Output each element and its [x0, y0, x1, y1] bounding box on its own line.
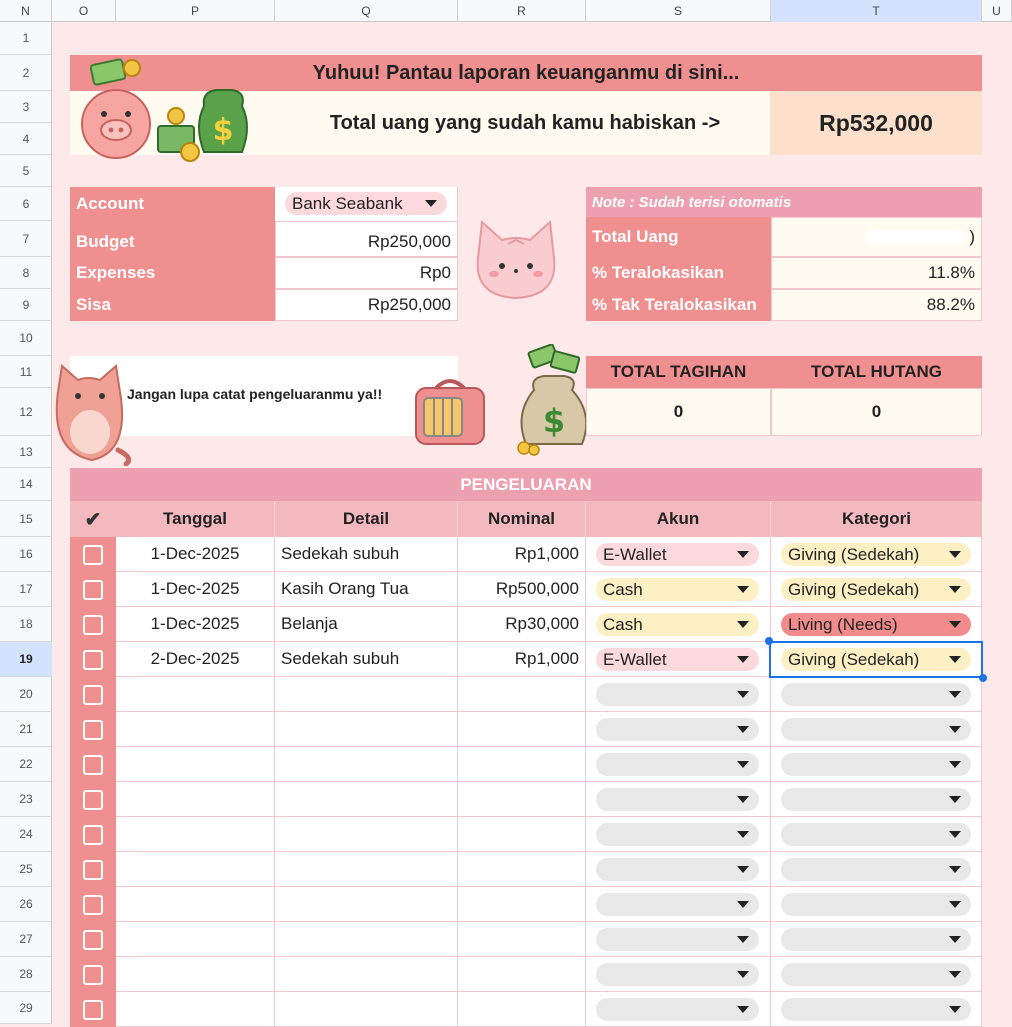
akun-dropdown-value: Cash: [603, 614, 643, 634]
total-tagihan-label: TOTAL TAGIHAN: [586, 356, 771, 388]
akun-dropdown[interactable]: [596, 718, 759, 741]
row-header-20[interactable]: 20: [0, 677, 52, 712]
row-header-17[interactable]: 17: [0, 572, 52, 607]
row-header-4[interactable]: 4: [0, 123, 52, 155]
detail-cell[interactable]: [275, 957, 458, 992]
column-header-n[interactable]: N: [0, 0, 52, 22]
tanggal-cell[interactable]: 1-Dec-2025: [116, 607, 275, 642]
kategori-dropdown[interactable]: [781, 858, 971, 881]
chevron-down-icon: [737, 691, 749, 698]
row-checkbox[interactable]: [83, 685, 103, 705]
kategori-dropdown[interactable]: [781, 928, 971, 951]
detail-cell[interactable]: Kasih Orang Tua: [275, 572, 458, 607]
row-checkbox[interactable]: [83, 1000, 103, 1020]
row-checkbox[interactable]: [83, 545, 103, 565]
fat-cat-illustration: [48, 362, 132, 466]
row-header-26[interactable]: 26: [0, 887, 52, 922]
row-checkbox[interactable]: [83, 615, 103, 635]
row-checkbox[interactable]: [83, 825, 103, 845]
tanggal-header: Tanggal: [116, 501, 275, 537]
row-header-19[interactable]: 19: [0, 642, 52, 677]
teralokasi-value: 11.8%: [771, 257, 982, 289]
nominal-cell[interactable]: Rp1,000: [458, 537, 586, 572]
tanggal-cell[interactable]: [116, 677, 275, 712]
reminder-text: Jangan lupa catat pengeluaranmu ya!!: [127, 386, 383, 402]
tanggal-cell[interactable]: [116, 712, 275, 747]
akun-dropdown[interactable]: [596, 753, 759, 776]
nominal-cell[interactable]: [458, 712, 586, 747]
check-column-header: ✔: [70, 501, 116, 537]
checkbox-cell: [70, 957, 116, 992]
nominal-header: Nominal: [458, 501, 586, 537]
teralokasi-label: % Teralokasikan: [586, 257, 771, 289]
row-header-6[interactable]: 6: [0, 187, 52, 221]
detail-cell[interactable]: [275, 922, 458, 957]
detail-cell[interactable]: [275, 712, 458, 747]
nominal-cell[interactable]: Rp30,000: [458, 607, 586, 642]
kategori-dropdown[interactable]: [781, 683, 971, 706]
row-header-22[interactable]: 22: [0, 747, 52, 782]
kategori-dropdown[interactable]: [781, 788, 971, 811]
row-header-9[interactable]: 9: [0, 289, 52, 321]
row-checkbox[interactable]: [83, 755, 103, 775]
column-header-s[interactable]: S: [586, 0, 771, 22]
chevron-down-icon: [737, 1006, 749, 1013]
detail-cell[interactable]: [275, 992, 458, 1027]
row-header-25[interactable]: 25: [0, 852, 52, 887]
chevron-down-icon: [737, 971, 749, 978]
svg-text:$: $: [542, 402, 566, 440]
chevron-down-icon: [949, 1006, 961, 1013]
sisa-value[interactable]: Rp250,000: [275, 289, 458, 321]
checkbox-cell: [70, 642, 116, 677]
chevron-down-icon: [737, 901, 749, 908]
detail-cell[interactable]: [275, 782, 458, 817]
detail-cell[interactable]: [275, 747, 458, 782]
svg-text:$: $: [212, 113, 234, 148]
kategori-dropdown-value: Giving (Sedekah): [788, 544, 920, 564]
checkbox-cell: [70, 537, 116, 572]
nominal-cell[interactable]: [458, 782, 586, 817]
total-uang-label: Total Uang: [586, 217, 771, 257]
total-uang-value: [771, 217, 982, 257]
column-header-u[interactable]: U: [982, 0, 1012, 22]
chevron-down-icon: [949, 971, 961, 978]
money-bag-illustration: [512, 344, 594, 456]
redaction-blur: [865, 230, 965, 244]
row-header-21[interactable]: 21: [0, 712, 52, 747]
tanggal-cell[interactable]: [116, 887, 275, 922]
akun-dropdown[interactable]: [596, 613, 759, 636]
note-text: Note : Sudah terisi otomatis: [586, 187, 982, 217]
row-checkbox[interactable]: [83, 930, 103, 950]
detail-cell[interactable]: [275, 817, 458, 852]
row-header-5[interactable]: 5: [0, 155, 52, 187]
row-header-2[interactable]: 2: [0, 55, 52, 91]
row-checkbox[interactable]: [83, 790, 103, 810]
row-header-3[interactable]: 3: [0, 91, 52, 123]
chevron-down-icon: [949, 586, 961, 593]
tanggal-cell[interactable]: [116, 922, 275, 957]
banner-title: Yuhuu! Pantau laporan keuanganmu di sini...: [70, 55, 982, 91]
chevron-down-icon: [737, 761, 749, 768]
nominal-cell[interactable]: [458, 677, 586, 712]
checkbox-cell: [70, 817, 116, 852]
chevron-down-icon: [949, 726, 961, 733]
checkbox-cell: [70, 852, 116, 887]
tanggal-cell[interactable]: [116, 957, 275, 992]
akun-dropdown-value: E-Wallet: [603, 544, 667, 564]
akun-dropdown[interactable]: [596, 648, 759, 671]
column-header-o[interactable]: O: [52, 0, 116, 22]
total-spent-value: Rp532,000: [770, 91, 982, 155]
checkbox-cell: [70, 887, 116, 922]
kategori-dropdown[interactable]: [781, 963, 971, 986]
cat-carrier-illustration: [412, 372, 488, 448]
selected-cell-outline: [769, 641, 983, 678]
akun-dropdown[interactable]: [596, 893, 759, 916]
row-header-12[interactable]: 12: [0, 388, 52, 436]
row-header-1[interactable]: 1: [0, 22, 52, 55]
row-header-13[interactable]: 13: [0, 436, 52, 468]
checkbox-cell: [70, 782, 116, 817]
nominal-cell[interactable]: [458, 957, 586, 992]
row-checkbox[interactable]: [83, 895, 103, 915]
chevron-down-icon: [737, 796, 749, 803]
nominal-cell[interactable]: Rp500,000: [458, 572, 586, 607]
detail-cell[interactable]: Sedekah subuh: [275, 537, 458, 572]
akun-dropdown[interactable]: [596, 858, 759, 881]
row-header-29[interactable]: 29: [0, 992, 52, 1024]
kategori-dropdown[interactable]: [781, 718, 971, 741]
tak-teralokasi-value: 88.2%: [771, 289, 982, 321]
checkbox-cell: [70, 922, 116, 957]
tanggal-cell[interactable]: [116, 747, 275, 782]
chevron-down-icon: [737, 726, 749, 733]
tanggal-cell[interactable]: [116, 992, 275, 1027]
chevron-down-icon: [737, 866, 749, 873]
detail-header: Detail: [275, 501, 458, 537]
chevron-down-icon: [737, 586, 749, 593]
kategori-dropdown[interactable]: [781, 613, 971, 636]
pengeluaran-title: PENGELUARAN: [70, 468, 982, 501]
akun-dropdown[interactable]: [596, 963, 759, 986]
row-checkbox[interactable]: [83, 650, 103, 670]
column-header-p[interactable]: P: [116, 0, 275, 22]
detail-cell[interactable]: [275, 677, 458, 712]
tanggal-cell[interactable]: [116, 817, 275, 852]
akun-dropdown[interactable]: [596, 823, 759, 846]
row-header-15[interactable]: 15: [0, 501, 52, 537]
chevron-down-icon: [737, 621, 749, 628]
chevron-down-icon: [949, 621, 961, 628]
row-header-10[interactable]: 10: [0, 321, 52, 356]
chevron-down-icon: [737, 656, 749, 663]
expenses-label: Expenses: [70, 257, 275, 289]
account-label: Account: [70, 187, 275, 221]
chevron-down-icon: [949, 691, 961, 698]
akun-dropdown[interactable]: [596, 543, 759, 566]
expenses-value[interactable]: Rp0: [275, 257, 458, 289]
nominal-cell[interactable]: Rp1,000: [458, 642, 586, 677]
tanggal-cell[interactable]: 1-Dec-2025: [116, 537, 275, 572]
row-header-23[interactable]: 23: [0, 782, 52, 817]
akun-dropdown[interactable]: [596, 578, 759, 601]
kategori-dropdown-value: Giving (Sedekah): [788, 579, 920, 599]
chevron-down-icon: [737, 551, 749, 558]
chevron-down-icon: [425, 200, 437, 207]
cat-head-illustration: [468, 218, 564, 302]
row-checkbox[interactable]: [83, 860, 103, 880]
row-header-7[interactable]: 7: [0, 221, 52, 257]
chevron-down-icon: [949, 901, 961, 908]
chevron-down-icon: [737, 936, 749, 943]
total-spent-label: Total uang yang sudah kamu habiskan ->: [329, 111, 721, 134]
checkbox-cell: [70, 992, 116, 1027]
selection-handle-top[interactable]: [765, 637, 773, 645]
chevron-down-icon: [949, 866, 961, 873]
checkbox-cell: [70, 747, 116, 782]
akun-dropdown[interactable]: [596, 683, 759, 706]
checkbox-cell: [70, 572, 116, 607]
piggy-bank-illustration: [76, 56, 256, 168]
nominal-cell[interactable]: [458, 887, 586, 922]
nominal-cell[interactable]: [458, 747, 586, 782]
kategori-dropdown[interactable]: [781, 753, 971, 776]
chevron-down-icon: [949, 936, 961, 943]
akun-dropdown-value: Cash: [603, 579, 643, 599]
akun-dropdown[interactable]: [596, 788, 759, 811]
row-header-18[interactable]: 18: [0, 607, 52, 642]
kategori-dropdown-value: Living (Needs): [788, 614, 898, 634]
kategori-dropdown[interactable]: [781, 543, 971, 566]
total-uang-text: ): [969, 227, 975, 246]
kategori-dropdown-value: Giving (Sedekah): [788, 649, 920, 669]
row-checkbox[interactable]: [83, 580, 103, 600]
nominal-cell[interactable]: [458, 817, 586, 852]
tanggal-cell[interactable]: [116, 852, 275, 887]
akun-header: Akun: [586, 501, 771, 537]
row-header-16[interactable]: 16: [0, 537, 52, 572]
account-dropdown[interactable]: [285, 192, 447, 215]
akun-dropdown[interactable]: [596, 928, 759, 951]
total-tagihan-value: 0: [586, 388, 771, 436]
checkbox-cell: [70, 677, 116, 712]
detail-cell[interactable]: [275, 887, 458, 922]
kategori-dropdown[interactable]: [781, 893, 971, 916]
total-hutang-value: 0: [771, 388, 982, 436]
tanggal-cell[interactable]: 1-Dec-2025: [116, 572, 275, 607]
column-header-r[interactable]: R: [458, 0, 586, 22]
kategori-header: Kategori: [771, 501, 982, 537]
checkbox-cell: [70, 712, 116, 747]
checkbox-cell: [70, 607, 116, 642]
row-header-28[interactable]: 28: [0, 957, 52, 992]
tak-teralokasi-label: % Tak Teralokasikan: [586, 289, 771, 321]
row-header-24[interactable]: 24: [0, 817, 52, 852]
nominal-cell[interactable]: [458, 992, 586, 1027]
column-header-t[interactable]: T: [771, 0, 982, 22]
detail-cell[interactable]: Sedekah subuh: [275, 642, 458, 677]
row-checkbox[interactable]: [83, 720, 103, 740]
kategori-dropdown[interactable]: [781, 823, 971, 846]
kategori-dropdown[interactable]: [781, 578, 971, 601]
row-header-8[interactable]: 8: [0, 257, 52, 289]
nominal-cell[interactable]: [458, 922, 586, 957]
selection-handle-bottom[interactable]: [979, 674, 987, 682]
sisa-label: Sisa: [70, 289, 275, 321]
akun-dropdown[interactable]: [596, 998, 759, 1021]
row-header-14[interactable]: 14: [0, 468, 52, 501]
row-checkbox[interactable]: [83, 965, 103, 985]
column-header-bar: [0, 0, 1012, 22]
row-header-27[interactable]: 27: [0, 922, 52, 957]
budget-label: Budget: [70, 221, 275, 257]
tanggal-cell[interactable]: [116, 782, 275, 817]
total-hutang-label: TOTAL HUTANG: [771, 356, 982, 388]
kategori-dropdown[interactable]: [781, 998, 971, 1021]
nominal-cell[interactable]: [458, 852, 586, 887]
budget-value[interactable]: Rp250,000: [275, 221, 458, 257]
chevron-down-icon: [949, 551, 961, 558]
chevron-down-icon: [949, 831, 961, 838]
chevron-down-icon: [949, 796, 961, 803]
row-header-11[interactable]: 11: [0, 356, 52, 388]
column-header-q[interactable]: Q: [275, 0, 458, 22]
tanggal-cell[interactable]: 2-Dec-2025: [116, 642, 275, 677]
detail-cell[interactable]: Belanja: [275, 607, 458, 642]
detail-cell[interactable]: [275, 852, 458, 887]
akun-dropdown-value: E-Wallet: [603, 649, 667, 669]
chevron-down-icon: [949, 761, 961, 768]
row-header-bar: [0, 22, 52, 1024]
account-dropdown-value: Bank Seabank: [292, 193, 403, 213]
chevron-down-icon: [737, 831, 749, 838]
